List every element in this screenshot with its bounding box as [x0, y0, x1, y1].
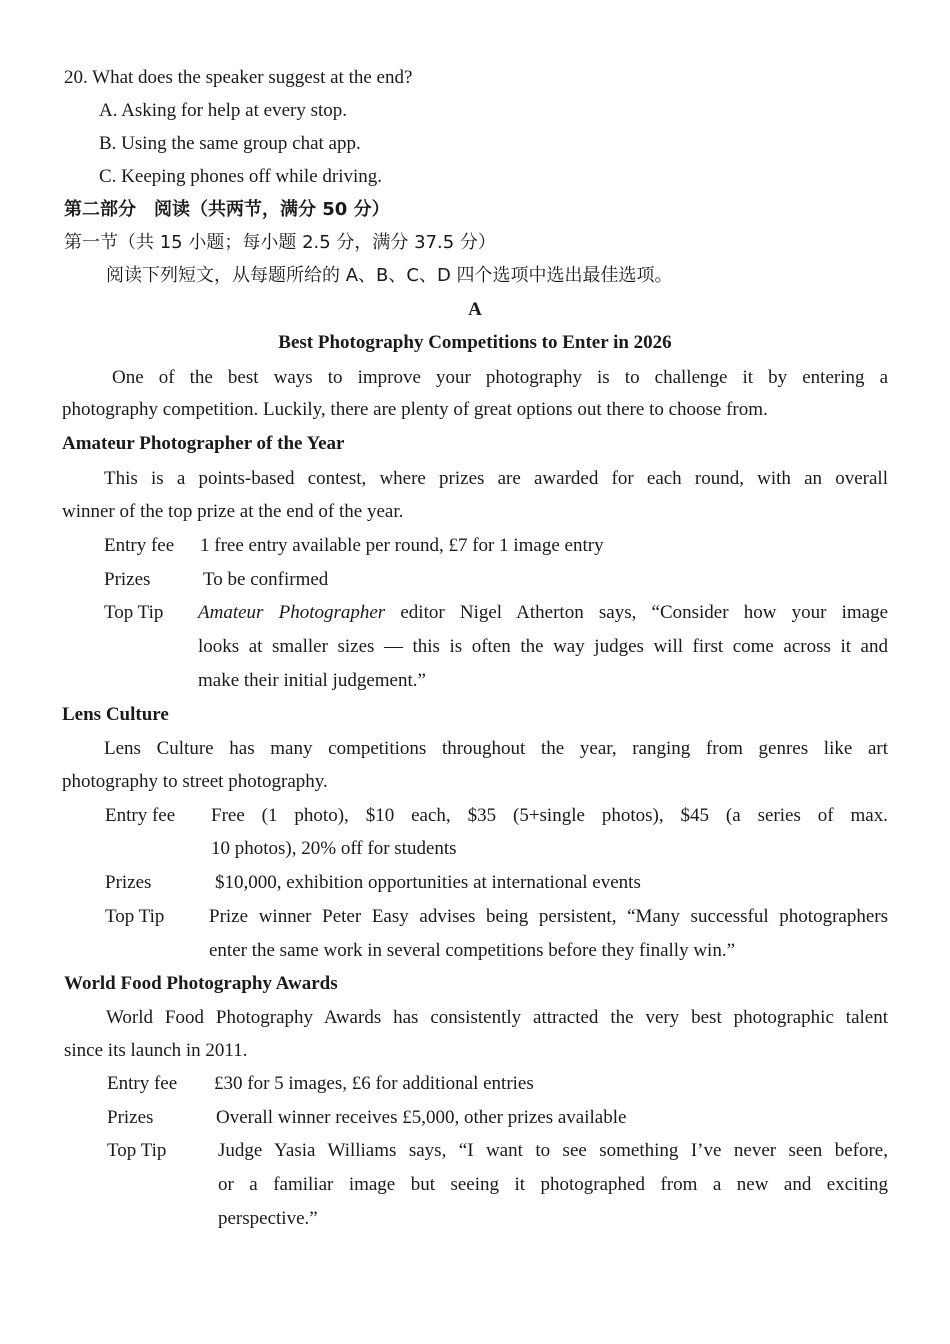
- competition-2-tip-line-1: Prize winner Peter Easy advises being persistent, “Many successful photographers: [209, 906, 888, 927]
- competition-3-tip-line-3: perspective.”: [218, 1208, 318, 1229]
- magazine-title: Amateur Photographer: [198, 602, 386, 623]
- question-20-option-b: B. Using the same group chat app.: [99, 133, 361, 154]
- competition-2-entry-fee-line-1: Free (1 photo), $10 each, $35 (5+single photos), $45 (a series of max.: [211, 805, 888, 826]
- competition-1-tip-line-3: make their initial judgement.”: [198, 670, 426, 691]
- competition-2-prizes-label: Prizes: [105, 872, 152, 893]
- competition-2-name: Lens Culture: [62, 704, 169, 725]
- competition-1-desc-line-2: winner of the top prize at the end of the year.: [62, 501, 404, 522]
- competition-1-tip-line-2: looks at smaller sizes — this is often the way judges will first come across it and: [198, 636, 888, 657]
- competition-3-desc-line-1: World Food Photography Awards has consistently attracted the very best photographic talent: [106, 1007, 888, 1028]
- competition-1-entry-fee-label: Entry fee: [104, 535, 175, 556]
- section1-heading: 第一节（共 15 小题；每小题 2.5 分，满分 37.5 分）: [64, 232, 496, 253]
- competition-1-tip-label: Top Tip: [104, 602, 164, 623]
- competition-2-entry-fee-line-2: 10 photos), 20% off for students: [211, 838, 457, 859]
- competition-2-prizes: $10,000, exhibition opportunities at international events: [215, 872, 641, 893]
- competition-1-entry-fee: 1 free entry available per round, £7 for 1 image entry: [200, 535, 604, 556]
- competition-3-name: World Food Photography Awards: [64, 973, 338, 994]
- competition-3-entry-fee-label: Entry fee: [107, 1073, 178, 1094]
- competition-1-desc-line-1: This is a points-based contest, where prizes are awarded for each round, with an overall: [104, 468, 888, 489]
- instruction-text: 阅读下列短文，从每题所给的 A、B、C、D 四个选项中选出最佳选项。: [106, 265, 673, 286]
- competition-2-entry-fee-label: Entry fee: [105, 805, 176, 826]
- competition-3-desc-line-2: since its launch in 2011.: [64, 1040, 248, 1061]
- passage-letter: A: [468, 299, 482, 320]
- competition-1-tip-line-1-rest: editor Nigel Atherton says, “Consider how your image: [400, 602, 888, 623]
- competition-1-tip-line-1: [198, 596, 888, 630]
- competition-3-tip-label: Top Tip: [107, 1140, 167, 1161]
- competition-2-tip-label: Top Tip: [105, 906, 165, 927]
- competition-3-entry-fee: £30 for 5 images, £6 for additional entries: [214, 1073, 534, 1094]
- intro-line-1: One of the best ways to improve your photography is to challenge it by entering a: [112, 367, 888, 388]
- part2-heading: 第二部分 阅读（共两节，满分 50 分）: [64, 199, 390, 220]
- question-20-stem: 20. What does the speaker suggest at the end?: [64, 67, 413, 88]
- competition-3-prizes-label: Prizes: [107, 1107, 154, 1128]
- competition-2-desc-line-2: photography to street photography.: [62, 771, 328, 792]
- competition-3-tip-line-1: Judge Yasia Williams says, “I want to see something I’ve never seen before,: [218, 1140, 888, 1161]
- competition-1-name: Amateur Photographer of the Year: [62, 433, 345, 454]
- question-20-option-c: C. Keeping phones off while driving.: [99, 166, 383, 187]
- competition-1-prizes: To be confirmed: [203, 569, 329, 590]
- competition-2-desc-line-1: Lens Culture has many competitions throughout the year, ranging from genres like art: [104, 738, 888, 759]
- passage-title: Best Photography Competitions to Enter in 2026: [278, 332, 672, 353]
- competition-2-tip-line-2: enter the same work in several competitions before they finally win.”: [209, 940, 736, 961]
- intro-line-2: photography competition. Luckily, there are plenty of great options out there to choose from.: [62, 399, 768, 420]
- competition-3-tip-line-2: or a familiar image but seeing it photographed from a new and exciting: [218, 1174, 888, 1195]
- competition-1-prizes-label: Prizes: [104, 569, 151, 590]
- competition-3-prizes: Overall winner receives £5,000, other prizes available: [216, 1107, 627, 1128]
- question-20-option-a: A. Asking for help at every stop.: [99, 100, 348, 121]
